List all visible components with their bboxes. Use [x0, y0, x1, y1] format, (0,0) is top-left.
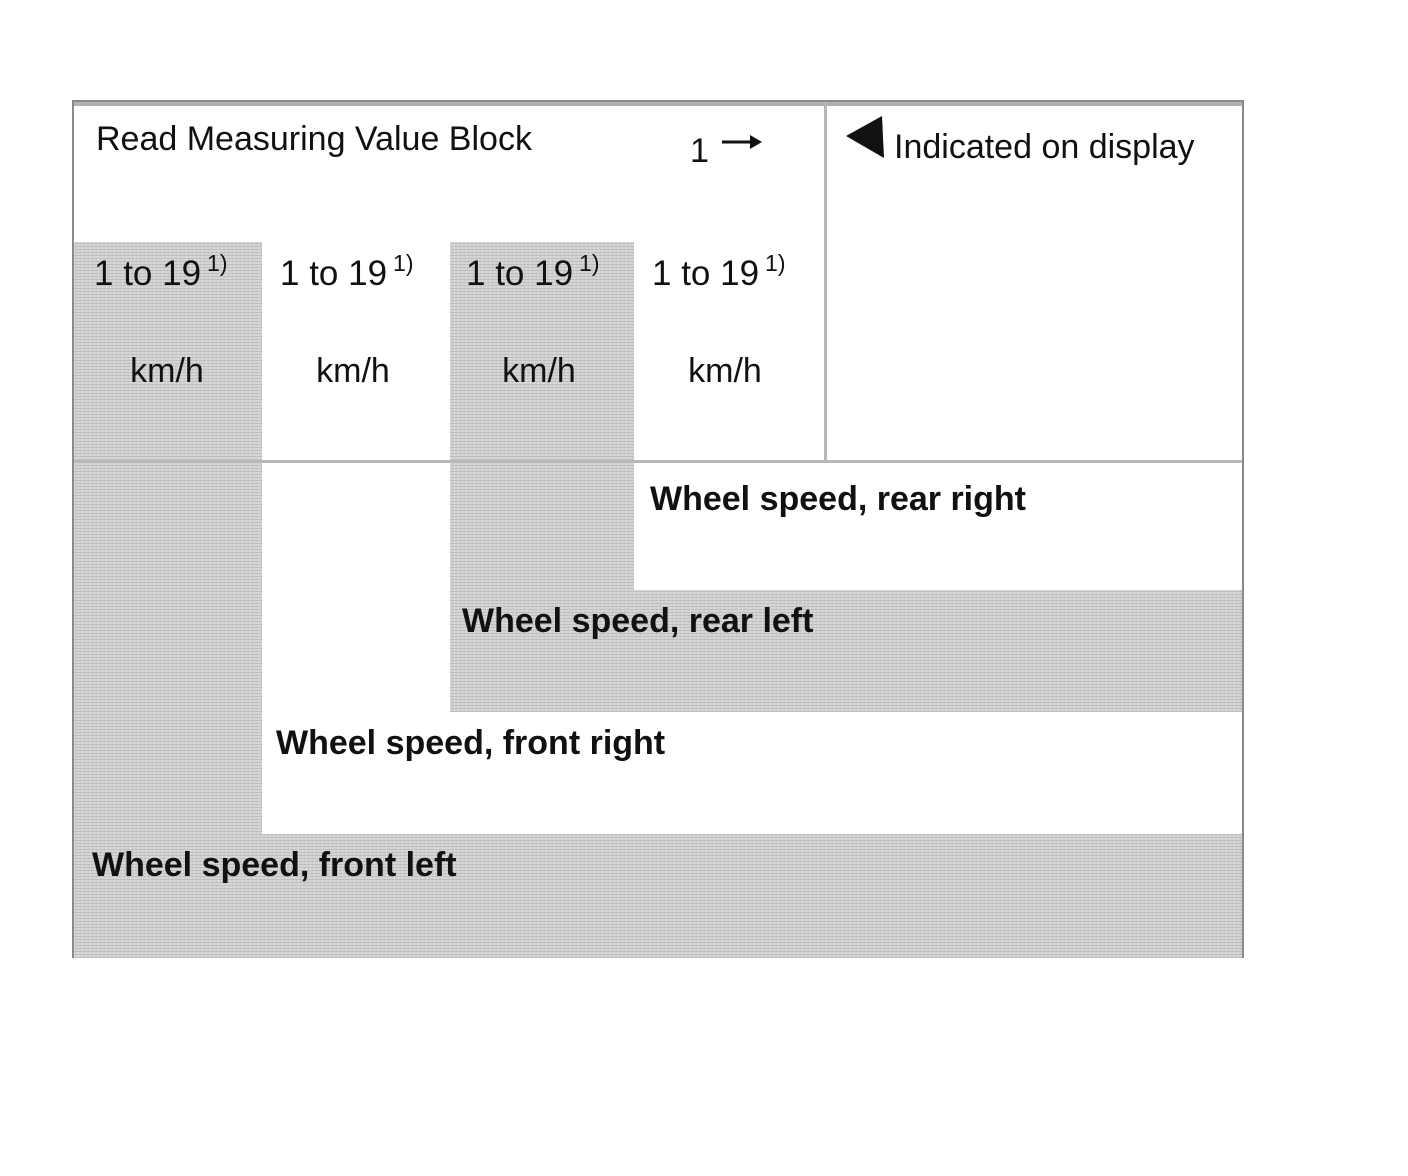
field1-unit: km/h — [130, 352, 204, 390]
field3-footnote: 1) — [579, 250, 600, 276]
block-number: 1 — [690, 132, 709, 170]
label-rear-right: Wheel speed, rear right — [650, 480, 1026, 518]
label-front-right: Wheel speed, front right — [276, 724, 666, 762]
field4-unit: km/h — [688, 352, 762, 390]
right-arrow-icon — [720, 130, 764, 154]
field3-range: 1 to 19 $^{1)}$ — [466, 250, 600, 293]
measuring-value-block-diagram — [72, 100, 1244, 958]
display-divider — [824, 102, 827, 462]
block-title: Read Measuring Value Block — [96, 120, 532, 158]
field2-unit: km/h — [316, 352, 390, 390]
indicator-text: Indicated on display — [894, 128, 1195, 166]
field4-footnote: 1) — [765, 250, 786, 276]
left-triangle-icon — [844, 114, 888, 162]
header-divider — [74, 460, 1242, 463]
label-front-left: Wheel speed, front left — [92, 846, 457, 884]
top-border-line — [74, 102, 1242, 106]
field2-footnote: 1) — [393, 250, 414, 276]
label-rear-left: Wheel speed, rear left — [462, 602, 814, 640]
field1-footnote: 1) — [207, 250, 228, 276]
field4-range: 1 to 19 $^{1)}$ — [652, 250, 786, 293]
field1-range: 1 to 19 $^{1)}$ — [94, 250, 228, 293]
field3-unit: km/h — [502, 352, 576, 390]
field3-shading — [450, 242, 634, 712]
field2-range: 1 to 19 $^{1)}$ — [280, 250, 414, 293]
